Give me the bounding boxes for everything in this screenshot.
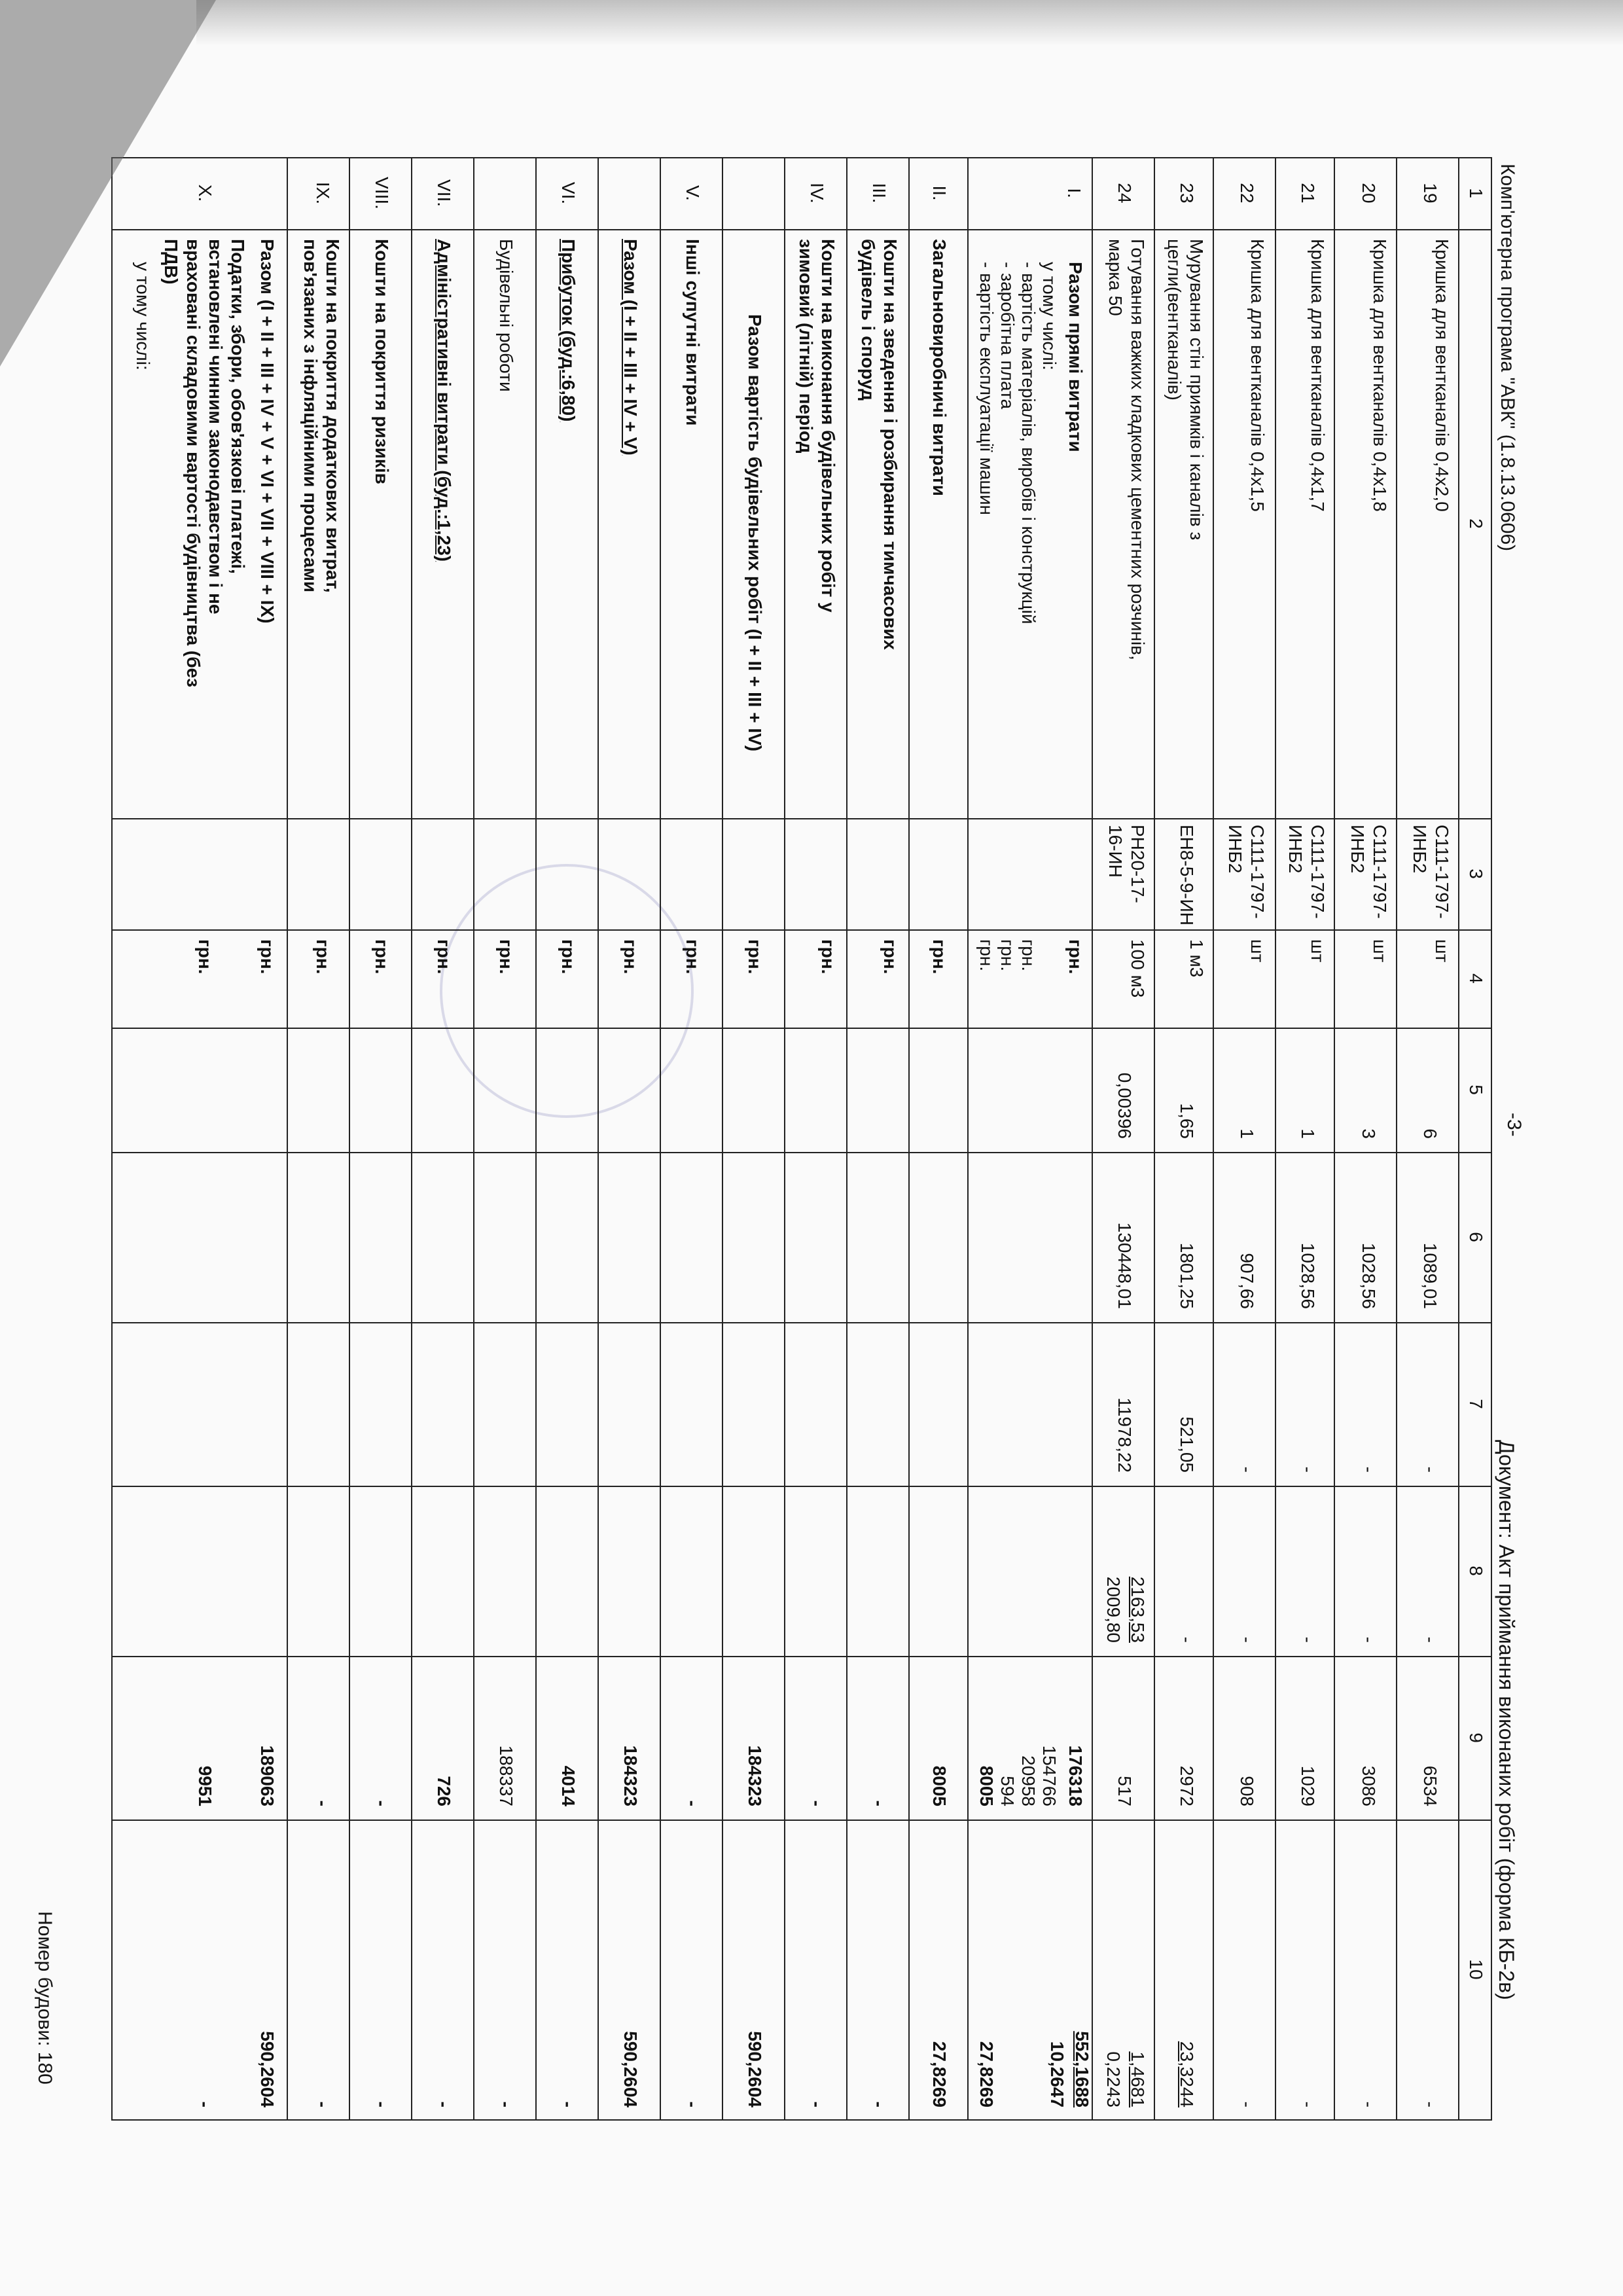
- summary-col10: 590,2604: [745, 2031, 765, 2108]
- row-number: VIII.: [372, 177, 392, 209]
- item-col8-bottom: 2009,80: [1103, 1576, 1124, 1643]
- materials-unit: грн.: [1018, 939, 1039, 972]
- item-col8: -: [1420, 1636, 1440, 1643]
- summary-name: Кошти на покриття ризиків: [372, 239, 392, 484]
- item-unit: 100 м3: [1128, 939, 1148, 998]
- item-col8: -: [1177, 1636, 1197, 1643]
- item-total: 6534: [1420, 1765, 1440, 1806]
- summary-col10: -: [558, 2101, 579, 2108]
- direct-costs-label: Разом прямі витрати: [1065, 262, 1086, 452]
- summary-total: -: [807, 1800, 827, 1806]
- summary-unit: грн.: [620, 939, 641, 975]
- item-total: 908: [1237, 1776, 1257, 1806]
- overhead-col10: 27,8269: [976, 2041, 997, 2108]
- summary-col10: -: [807, 2101, 827, 2108]
- materials-total: 154766: [1039, 1745, 1060, 1806]
- incl-footer-label: у тому числі:: [133, 262, 153, 370]
- summary-total: 8005: [929, 1765, 950, 1806]
- summary-name: Разом вартість будівельних робіт (I + II + III + IV): [745, 314, 765, 752]
- col-header-4: 4: [1466, 973, 1486, 984]
- row-number: I.: [1064, 188, 1084, 198]
- row-number: III.: [869, 183, 889, 204]
- col-header-1: 1: [1466, 188, 1486, 198]
- col-header-7: 7: [1466, 1399, 1486, 1409]
- item-total: 1029: [1298, 1765, 1318, 1806]
- item-price: 130448,01: [1115, 1222, 1135, 1309]
- summary-name: Загальновиробничі витрати: [929, 239, 950, 496]
- summary-total: -: [683, 1800, 703, 1806]
- row-number: 21: [1298, 183, 1318, 204]
- summary-col10: -: [496, 2101, 516, 2108]
- item-name: Кришка для вентканалів 0,4x2,0: [1432, 239, 1452, 512]
- summary-total: 189063: [257, 1745, 277, 1806]
- summary-col10: 27,8269: [929, 2041, 950, 2108]
- item-name: Кришка для вентканалів 0,4x1,7: [1308, 239, 1328, 512]
- item-total: 2972: [1177, 1765, 1197, 1806]
- incl-label: у тому числі:: [1039, 262, 1060, 370]
- direct-col10-bottom: 10,2647: [1047, 2041, 1067, 2108]
- item-qty: 1: [1298, 1128, 1318, 1139]
- col-header-5: 5: [1466, 1085, 1486, 1095]
- row-number: 19: [1420, 183, 1440, 204]
- item-code: ЕН8-5-9-ИН: [1177, 825, 1197, 925]
- item-col8: -: [1359, 1636, 1379, 1643]
- estimate-table: [111, 157, 1492, 2121]
- summary-total: 9951: [195, 1765, 215, 1806]
- page-curl: [0, 0, 216, 367]
- item-qty: 0,00396: [1115, 1072, 1135, 1139]
- item-qty: 1: [1237, 1128, 1257, 1139]
- row-number: 20: [1359, 183, 1379, 204]
- item-name: Кришка для вентканалів 0,4x1,5: [1247, 239, 1268, 512]
- item-code: С111-1797-ИНБ2: [1347, 825, 1390, 919]
- build-number: Номер будови: 180: [34, 1911, 56, 2085]
- direct-unit: грн.: [1065, 939, 1086, 975]
- summary-col10: 590,2604: [620, 2031, 641, 2108]
- summary-col10: -: [683, 2101, 703, 2108]
- machines-unit: грн.: [976, 939, 997, 972]
- item-col10: -: [1237, 2101, 1257, 2108]
- col-header-2: 2: [1466, 518, 1486, 529]
- machines-total: 594: [997, 1776, 1018, 1806]
- summary-total: 188337: [496, 1745, 516, 1806]
- item-col10-bottom: 0,2243: [1103, 2051, 1124, 2108]
- summary-unit: грн.: [496, 939, 516, 975]
- summary-total: 184323: [745, 1745, 765, 1806]
- summary-col10: -: [195, 2101, 215, 2108]
- materials-label: - вартість матеріалів, виробів і конструкцій: [1018, 262, 1039, 624]
- wages-total: 20958: [1018, 1755, 1039, 1806]
- row-number: V.: [683, 185, 703, 201]
- summary-unit: грн.: [745, 939, 765, 975]
- summary-unit: грн.: [434, 939, 454, 975]
- summary-name: Разом (I + II + III + IV + V + VI + VII + VIII + IX): [257, 239, 277, 624]
- item-qty: 1,65: [1177, 1103, 1197, 1139]
- item-qty: 6: [1420, 1128, 1440, 1139]
- summary-col10: -: [372, 2101, 392, 2108]
- item-col8: -: [1298, 1636, 1318, 1643]
- item-code: С111-1797-ИНБ2: [1225, 825, 1268, 919]
- item-col10: -: [1420, 2101, 1440, 2108]
- item-unit: шт: [1247, 939, 1268, 963]
- summary-unit: грн.: [558, 939, 579, 975]
- summary-total: 726: [434, 1776, 454, 1806]
- item-code: С111-1797-ИНБ2: [1285, 825, 1328, 919]
- summary-total: -: [869, 1800, 889, 1806]
- summary-unit: грн.: [195, 939, 215, 975]
- row-number: X.: [195, 184, 215, 202]
- row-number: 22: [1237, 183, 1257, 204]
- summary-name: Адміністративні витрати (буд.:1,23): [434, 239, 454, 562]
- item-col10: -: [1359, 2101, 1379, 2108]
- item-name: Кришка для вентканалів 0,4x1,8: [1370, 239, 1390, 512]
- summary-name: Кошти на покриття додаткових витрат, пов'язаних з інфляційними процесами: [300, 239, 343, 593]
- item-col8-top: 2163,53: [1128, 1576, 1148, 1643]
- item-col10: -: [1298, 2101, 1318, 2108]
- summary-unit: грн.: [313, 939, 333, 975]
- program-label: Комп'ютерна програма "АВК" (1.8.13.0606): [1497, 164, 1518, 552]
- summary-unit: грн.: [257, 939, 277, 975]
- summary-col10: -: [869, 2101, 889, 2108]
- wages-unit: грн.: [997, 939, 1018, 972]
- summary-total: -: [372, 1800, 392, 1806]
- item-price: 907,66: [1237, 1253, 1257, 1309]
- col-header-3: 3: [1466, 869, 1486, 879]
- summary-unit: грн.: [683, 939, 703, 975]
- item-col7: -: [1420, 1466, 1440, 1473]
- item-col7: 521,05: [1177, 1416, 1197, 1473]
- item-unit: 1 м3: [1186, 939, 1207, 978]
- col-header-9: 9: [1466, 1732, 1486, 1743]
- wages-label: - заробітна плата: [997, 262, 1018, 410]
- item-total: 3086: [1359, 1765, 1379, 1806]
- item-total: 517: [1115, 1776, 1135, 1806]
- direct-total: 176318: [1065, 1745, 1086, 1806]
- summary-name: Разом (I + II + III + IV + V): [620, 239, 641, 456]
- item-col7: 11978,22: [1115, 1397, 1135, 1473]
- summary-total: 184323: [620, 1745, 641, 1806]
- summary-unit: грн.: [880, 939, 901, 975]
- row-number: IV.: [807, 183, 827, 204]
- item-col7: -: [1359, 1466, 1379, 1473]
- row-number: 24: [1115, 183, 1135, 204]
- col-header-6: 6: [1466, 1232, 1486, 1242]
- item-unit: шт: [1308, 939, 1328, 963]
- item-col8: -: [1237, 1636, 1257, 1643]
- row-number: II.: [929, 185, 950, 201]
- summary-name: Інші супутні витрати: [683, 239, 703, 426]
- overhead-subtotal: 8005: [976, 1765, 997, 1806]
- row-number: 23: [1177, 183, 1197, 204]
- item-col7: -: [1298, 1466, 1318, 1473]
- item-col10: 23,3244: [1177, 2041, 1197, 2108]
- summary-name: Податки, збори, обов'язкові платежі, встановлені чинним законодавством і не враховані складовими вартості будівництва (без ПДВ): [161, 239, 248, 688]
- item-price: 1089,01: [1420, 1242, 1440, 1309]
- item-price: 1028,56: [1298, 1242, 1318, 1309]
- col-header-8: 8: [1466, 1566, 1486, 1576]
- item-unit: шт: [1370, 939, 1390, 963]
- page-number: -3-: [1503, 1113, 1525, 1137]
- item-price: 1028,56: [1359, 1242, 1379, 1309]
- summary-total: -: [313, 1800, 333, 1806]
- summary-unit: грн.: [818, 939, 838, 975]
- item-unit: шт: [1432, 939, 1452, 963]
- item-col10-top: 1,4681: [1128, 2051, 1148, 2108]
- item-price: 1801,25: [1177, 1242, 1197, 1309]
- summary-name: Кошти на виконання будівельних робіт у зимовий (літній) період: [796, 239, 838, 613]
- summary-col10: -: [434, 2101, 454, 2108]
- item-name: Готування важких кладкових цементних розчинів, марка 50: [1105, 239, 1148, 660]
- stamp-seal: [440, 864, 694, 1118]
- summary-col10: -: [313, 2101, 333, 2108]
- document-title: Документ: Акт приймання виконаних робіт (форма КБ-2в): [1495, 1440, 1518, 2000]
- machines-label: - вартість експлуатації машин: [976, 262, 997, 515]
- summary-total: 4014: [558, 1765, 579, 1806]
- item-name: Мурування стін приямків і каналів з цегли(вентканалів): [1164, 239, 1207, 541]
- summary-name: Будівельні роботи: [496, 239, 516, 392]
- row-number: VI.: [558, 181, 579, 205]
- item-code: С111-1797-ИНБ2: [1410, 825, 1452, 919]
- item-col7: -: [1237, 1466, 1257, 1473]
- summary-name: Кошти на зведення і розбирання тимчасових будівель і споруд: [858, 239, 901, 651]
- summary-name: Прибуток (буд.:6,80): [558, 239, 579, 422]
- direct-col10-top: 552,1688: [1072, 2031, 1092, 2108]
- col-header-10: 10: [1466, 1959, 1486, 1980]
- item-qty: 3: [1359, 1128, 1379, 1139]
- item-code: РН20-17-16-ИН: [1105, 825, 1148, 903]
- summary-unit: грн.: [929, 939, 950, 975]
- summary-col10: 590,2604: [257, 2031, 277, 2108]
- summary-unit: грн.: [372, 939, 392, 975]
- row-number: VII.: [434, 179, 454, 207]
- row-number: IX.: [313, 181, 333, 205]
